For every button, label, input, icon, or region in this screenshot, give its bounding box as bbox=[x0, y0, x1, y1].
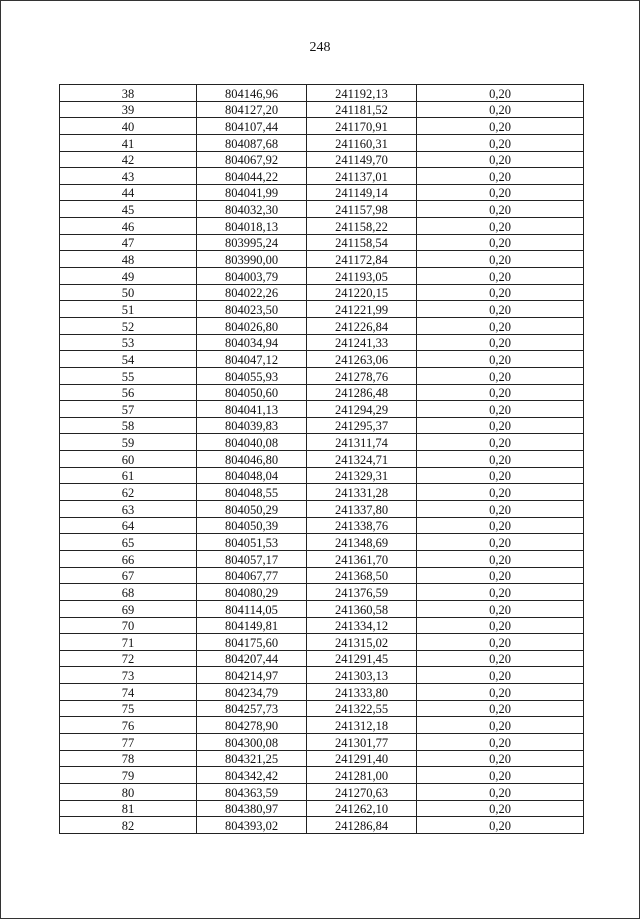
point-number-cell: 50 bbox=[60, 284, 197, 301]
point-number-cell: 42 bbox=[60, 151, 197, 168]
y-coordinate-cell: 241181,52 bbox=[307, 101, 417, 118]
table-row bbox=[60, 817, 584, 834]
table-row bbox=[60, 85, 584, 102]
y-coordinate-cell: 241149,70 bbox=[307, 151, 417, 168]
point-number-cell: 73 bbox=[60, 667, 197, 684]
y-coordinate-cell: 241376,59 bbox=[307, 584, 417, 601]
y-coordinate-cell: 241295,37 bbox=[307, 417, 417, 434]
y-coordinate-cell: 241338,76 bbox=[307, 517, 417, 534]
table-row bbox=[60, 700, 584, 717]
x-coordinate-cell: 804039,83 bbox=[197, 417, 307, 434]
error-value-cell: 0,20 bbox=[417, 384, 584, 401]
x-coordinate-cell: 804041,13 bbox=[197, 401, 307, 418]
coordinates-table bbox=[59, 84, 584, 834]
point-number-cell: 61 bbox=[60, 467, 197, 484]
x-coordinate-cell: 804087,68 bbox=[197, 134, 307, 151]
x-coordinate-cell: 804041,99 bbox=[197, 184, 307, 201]
y-coordinate-cell: 241333,80 bbox=[307, 684, 417, 701]
table-row bbox=[60, 783, 584, 800]
x-coordinate-cell: 804342,42 bbox=[197, 767, 307, 784]
x-coordinate-cell: 804114,05 bbox=[197, 600, 307, 617]
y-coordinate-cell: 241360,58 bbox=[307, 600, 417, 617]
table-row bbox=[60, 550, 584, 567]
table-row bbox=[60, 101, 584, 118]
error-value-cell: 0,20 bbox=[417, 367, 584, 384]
point-number-cell: 45 bbox=[60, 201, 197, 218]
x-coordinate-cell: 804047,12 bbox=[197, 351, 307, 368]
table-row bbox=[60, 301, 584, 318]
point-number-cell: 66 bbox=[60, 550, 197, 567]
y-coordinate-cell: 241315,02 bbox=[307, 634, 417, 651]
y-coordinate-cell: 241158,54 bbox=[307, 234, 417, 251]
error-value-cell: 0,20 bbox=[417, 218, 584, 235]
table-row bbox=[60, 234, 584, 251]
y-coordinate-cell: 241334,12 bbox=[307, 617, 417, 634]
y-coordinate-cell: 241286,48 bbox=[307, 384, 417, 401]
x-coordinate-cell: 804023,50 bbox=[197, 301, 307, 318]
x-coordinate-cell: 804050,39 bbox=[197, 517, 307, 534]
error-value-cell: 0,20 bbox=[417, 434, 584, 451]
table-row bbox=[60, 634, 584, 651]
x-coordinate-cell: 804257,73 bbox=[197, 700, 307, 717]
y-coordinate-cell: 241331,28 bbox=[307, 484, 417, 501]
y-coordinate-cell: 241361,70 bbox=[307, 550, 417, 567]
y-coordinate-cell: 241241,33 bbox=[307, 334, 417, 351]
y-coordinate-cell: 241158,22 bbox=[307, 218, 417, 235]
point-number-cell: 54 bbox=[60, 351, 197, 368]
error-value-cell: 0,20 bbox=[417, 85, 584, 102]
table-row bbox=[60, 118, 584, 135]
error-value-cell: 0,20 bbox=[417, 184, 584, 201]
y-coordinate-cell: 241137,01 bbox=[307, 168, 417, 185]
table-row bbox=[60, 501, 584, 518]
table-row bbox=[60, 600, 584, 617]
y-coordinate-cell: 241312,18 bbox=[307, 717, 417, 734]
point-number-cell: 77 bbox=[60, 733, 197, 750]
y-coordinate-cell: 241149,14 bbox=[307, 184, 417, 201]
error-value-cell: 0,20 bbox=[417, 101, 584, 118]
page-number: 248 bbox=[309, 40, 331, 55]
error-value-cell: 0,20 bbox=[417, 317, 584, 334]
error-value-cell: 0,20 bbox=[417, 800, 584, 817]
x-coordinate-cell: 804044,22 bbox=[197, 168, 307, 185]
point-number-cell: 62 bbox=[60, 484, 197, 501]
x-coordinate-cell: 804207,44 bbox=[197, 650, 307, 667]
x-coordinate-cell: 804018,13 bbox=[197, 218, 307, 235]
point-number-cell: 47 bbox=[60, 234, 197, 251]
error-value-cell: 0,20 bbox=[417, 534, 584, 551]
y-coordinate-cell: 241303,13 bbox=[307, 667, 417, 684]
y-coordinate-cell: 241286,84 bbox=[307, 817, 417, 834]
y-coordinate-cell: 241291,40 bbox=[307, 750, 417, 767]
y-coordinate-cell: 241160,31 bbox=[307, 134, 417, 151]
y-coordinate-cell: 241322,55 bbox=[307, 700, 417, 717]
y-coordinate-cell: 241220,15 bbox=[307, 284, 417, 301]
point-number-cell: 78 bbox=[60, 750, 197, 767]
point-number-cell: 80 bbox=[60, 783, 197, 800]
point-number-cell: 48 bbox=[60, 251, 197, 268]
table-row bbox=[60, 351, 584, 368]
coordinates-table-body bbox=[60, 85, 584, 834]
y-coordinate-cell: 241311,74 bbox=[307, 434, 417, 451]
x-coordinate-cell: 804175,60 bbox=[197, 634, 307, 651]
x-coordinate-cell: 804321,25 bbox=[197, 750, 307, 767]
point-number-cell: 57 bbox=[60, 401, 197, 418]
point-number-cell: 72 bbox=[60, 650, 197, 667]
point-number-cell: 44 bbox=[60, 184, 197, 201]
y-coordinate-cell: 241192,13 bbox=[307, 85, 417, 102]
x-coordinate-cell: 804050,60 bbox=[197, 384, 307, 401]
y-coordinate-cell: 241337,80 bbox=[307, 501, 417, 518]
error-value-cell: 0,20 bbox=[417, 600, 584, 617]
point-number-cell: 63 bbox=[60, 501, 197, 518]
error-value-cell: 0,20 bbox=[417, 401, 584, 418]
point-number-cell: 70 bbox=[60, 617, 197, 634]
error-value-cell: 0,20 bbox=[417, 501, 584, 518]
x-coordinate-cell: 804040,08 bbox=[197, 434, 307, 451]
y-coordinate-cell: 241281,00 bbox=[307, 767, 417, 784]
error-value-cell: 0,20 bbox=[417, 151, 584, 168]
point-number-cell: 58 bbox=[60, 417, 197, 434]
table-row bbox=[60, 201, 584, 218]
x-coordinate-cell: 804380,97 bbox=[197, 800, 307, 817]
point-number-cell: 64 bbox=[60, 517, 197, 534]
table-row bbox=[60, 667, 584, 684]
error-value-cell: 0,20 bbox=[417, 134, 584, 151]
point-number-cell: 49 bbox=[60, 268, 197, 285]
table-row bbox=[60, 684, 584, 701]
y-coordinate-cell: 241172,84 bbox=[307, 251, 417, 268]
x-coordinate-cell: 804026,80 bbox=[197, 317, 307, 334]
point-number-cell: 39 bbox=[60, 101, 197, 118]
x-coordinate-cell: 804067,92 bbox=[197, 151, 307, 168]
point-number-cell: 55 bbox=[60, 367, 197, 384]
point-number-cell: 60 bbox=[60, 451, 197, 468]
x-coordinate-cell: 804003,79 bbox=[197, 268, 307, 285]
error-value-cell: 0,20 bbox=[417, 334, 584, 351]
y-coordinate-cell: 241170,91 bbox=[307, 118, 417, 135]
y-coordinate-cell: 241226,84 bbox=[307, 317, 417, 334]
y-coordinate-cell: 241294,29 bbox=[307, 401, 417, 418]
point-number-cell: 75 bbox=[60, 700, 197, 717]
x-coordinate-cell: 804055,93 bbox=[197, 367, 307, 384]
x-coordinate-cell: 804067,77 bbox=[197, 567, 307, 584]
error-value-cell: 0,20 bbox=[417, 351, 584, 368]
point-number-cell: 52 bbox=[60, 317, 197, 334]
point-number-cell: 71 bbox=[60, 634, 197, 651]
point-number-cell: 40 bbox=[60, 118, 197, 135]
table-row bbox=[60, 184, 584, 201]
table-row bbox=[60, 151, 584, 168]
table-row bbox=[60, 650, 584, 667]
error-value-cell: 0,20 bbox=[417, 567, 584, 584]
error-value-cell: 0,20 bbox=[417, 417, 584, 434]
error-value-cell: 0,20 bbox=[417, 817, 584, 834]
point-number-cell: 56 bbox=[60, 384, 197, 401]
error-value-cell: 0,20 bbox=[417, 650, 584, 667]
x-coordinate-cell: 804057,17 bbox=[197, 550, 307, 567]
x-coordinate-cell: 804050,29 bbox=[197, 501, 307, 518]
table-row bbox=[60, 251, 584, 268]
y-coordinate-cell: 241278,76 bbox=[307, 367, 417, 384]
table-row bbox=[60, 451, 584, 468]
point-number-cell: 46 bbox=[60, 218, 197, 235]
table-row bbox=[60, 367, 584, 384]
error-value-cell: 0,20 bbox=[417, 767, 584, 784]
x-coordinate-cell: 804048,04 bbox=[197, 467, 307, 484]
table-row bbox=[60, 767, 584, 784]
error-value-cell: 0,20 bbox=[417, 667, 584, 684]
error-value-cell: 0,20 bbox=[417, 301, 584, 318]
point-number-cell: 67 bbox=[60, 567, 197, 584]
error-value-cell: 0,20 bbox=[417, 783, 584, 800]
table-row bbox=[60, 584, 584, 601]
y-coordinate-cell: 241301,77 bbox=[307, 733, 417, 750]
table-row bbox=[60, 134, 584, 151]
x-coordinate-cell: 804146,96 bbox=[197, 85, 307, 102]
x-coordinate-cell: 804300,08 bbox=[197, 733, 307, 750]
point-number-cell: 68 bbox=[60, 584, 197, 601]
error-value-cell: 0,20 bbox=[417, 550, 584, 567]
error-value-cell: 0,20 bbox=[417, 451, 584, 468]
y-coordinate-cell: 241270,63 bbox=[307, 783, 417, 800]
x-coordinate-cell: 804278,90 bbox=[197, 717, 307, 734]
y-coordinate-cell: 241157,98 bbox=[307, 201, 417, 218]
point-number-cell: 41 bbox=[60, 134, 197, 151]
point-number-cell: 43 bbox=[60, 168, 197, 185]
point-number-cell: 79 bbox=[60, 767, 197, 784]
x-coordinate-cell: 804214,97 bbox=[197, 667, 307, 684]
x-coordinate-cell: 804046,80 bbox=[197, 451, 307, 468]
x-coordinate-cell: 804032,30 bbox=[197, 201, 307, 218]
x-coordinate-cell: 804234,79 bbox=[197, 684, 307, 701]
error-value-cell: 0,20 bbox=[417, 284, 584, 301]
x-coordinate-cell: 804393,02 bbox=[197, 817, 307, 834]
table-row bbox=[60, 317, 584, 334]
point-number-cell: 59 bbox=[60, 434, 197, 451]
table-row bbox=[60, 717, 584, 734]
table-row bbox=[60, 733, 584, 750]
y-coordinate-cell: 241262,10 bbox=[307, 800, 417, 817]
x-coordinate-cell: 804034,94 bbox=[197, 334, 307, 351]
point-number-cell: 38 bbox=[60, 85, 197, 102]
error-value-cell: 0,20 bbox=[417, 118, 584, 135]
error-value-cell: 0,20 bbox=[417, 617, 584, 634]
table-row bbox=[60, 401, 584, 418]
table-row bbox=[60, 218, 584, 235]
table-row bbox=[60, 800, 584, 817]
x-coordinate-cell: 804080,29 bbox=[197, 584, 307, 601]
table-row bbox=[60, 334, 584, 351]
error-value-cell: 0,20 bbox=[417, 717, 584, 734]
x-coordinate-cell: 804149,81 bbox=[197, 617, 307, 634]
table-row bbox=[60, 384, 584, 401]
error-value-cell: 0,20 bbox=[417, 733, 584, 750]
table-row bbox=[60, 750, 584, 767]
table-row bbox=[60, 534, 584, 551]
error-value-cell: 0,20 bbox=[417, 201, 584, 218]
y-coordinate-cell: 241348,69 bbox=[307, 534, 417, 551]
x-coordinate-cell: 804107,44 bbox=[197, 118, 307, 135]
y-coordinate-cell: 241329,31 bbox=[307, 467, 417, 484]
table-row bbox=[60, 417, 584, 434]
error-value-cell: 0,20 bbox=[417, 234, 584, 251]
table-row bbox=[60, 168, 584, 185]
table-row bbox=[60, 467, 584, 484]
y-coordinate-cell: 241193,05 bbox=[307, 268, 417, 285]
x-coordinate-cell: 804363,59 bbox=[197, 783, 307, 800]
error-value-cell: 0,20 bbox=[417, 584, 584, 601]
error-value-cell: 0,20 bbox=[417, 251, 584, 268]
table-row bbox=[60, 434, 584, 451]
point-number-cell: 76 bbox=[60, 717, 197, 734]
y-coordinate-cell: 241221,99 bbox=[307, 301, 417, 318]
error-value-cell: 0,20 bbox=[417, 634, 584, 651]
table-row bbox=[60, 284, 584, 301]
point-number-cell: 53 bbox=[60, 334, 197, 351]
table-row bbox=[60, 567, 584, 584]
error-value-cell: 0,20 bbox=[417, 268, 584, 285]
point-number-cell: 65 bbox=[60, 534, 197, 551]
point-number-cell: 69 bbox=[60, 600, 197, 617]
y-coordinate-cell: 241291,45 bbox=[307, 650, 417, 667]
point-number-cell: 82 bbox=[60, 817, 197, 834]
y-coordinate-cell: 241324,71 bbox=[307, 451, 417, 468]
error-value-cell: 0,20 bbox=[417, 684, 584, 701]
table-row bbox=[60, 484, 584, 501]
x-coordinate-cell: 804051,53 bbox=[197, 534, 307, 551]
table-row bbox=[60, 617, 584, 634]
x-coordinate-cell: 803990,00 bbox=[197, 251, 307, 268]
x-coordinate-cell: 804022,26 bbox=[197, 284, 307, 301]
y-coordinate-cell: 241368,50 bbox=[307, 567, 417, 584]
error-value-cell: 0,20 bbox=[417, 517, 584, 534]
point-number-cell: 51 bbox=[60, 301, 197, 318]
error-value-cell: 0,20 bbox=[417, 750, 584, 767]
error-value-cell: 0,20 bbox=[417, 467, 584, 484]
x-coordinate-cell: 803995,24 bbox=[197, 234, 307, 251]
table-row bbox=[60, 268, 584, 285]
error-value-cell: 0,20 bbox=[417, 700, 584, 717]
x-coordinate-cell: 804127,20 bbox=[197, 101, 307, 118]
y-coordinate-cell: 241263,06 bbox=[307, 351, 417, 368]
error-value-cell: 0,20 bbox=[417, 168, 584, 185]
table-row bbox=[60, 517, 584, 534]
point-number-cell: 74 bbox=[60, 684, 197, 701]
error-value-cell: 0,20 bbox=[417, 484, 584, 501]
x-coordinate-cell: 804048,55 bbox=[197, 484, 307, 501]
point-number-cell: 81 bbox=[60, 800, 197, 817]
